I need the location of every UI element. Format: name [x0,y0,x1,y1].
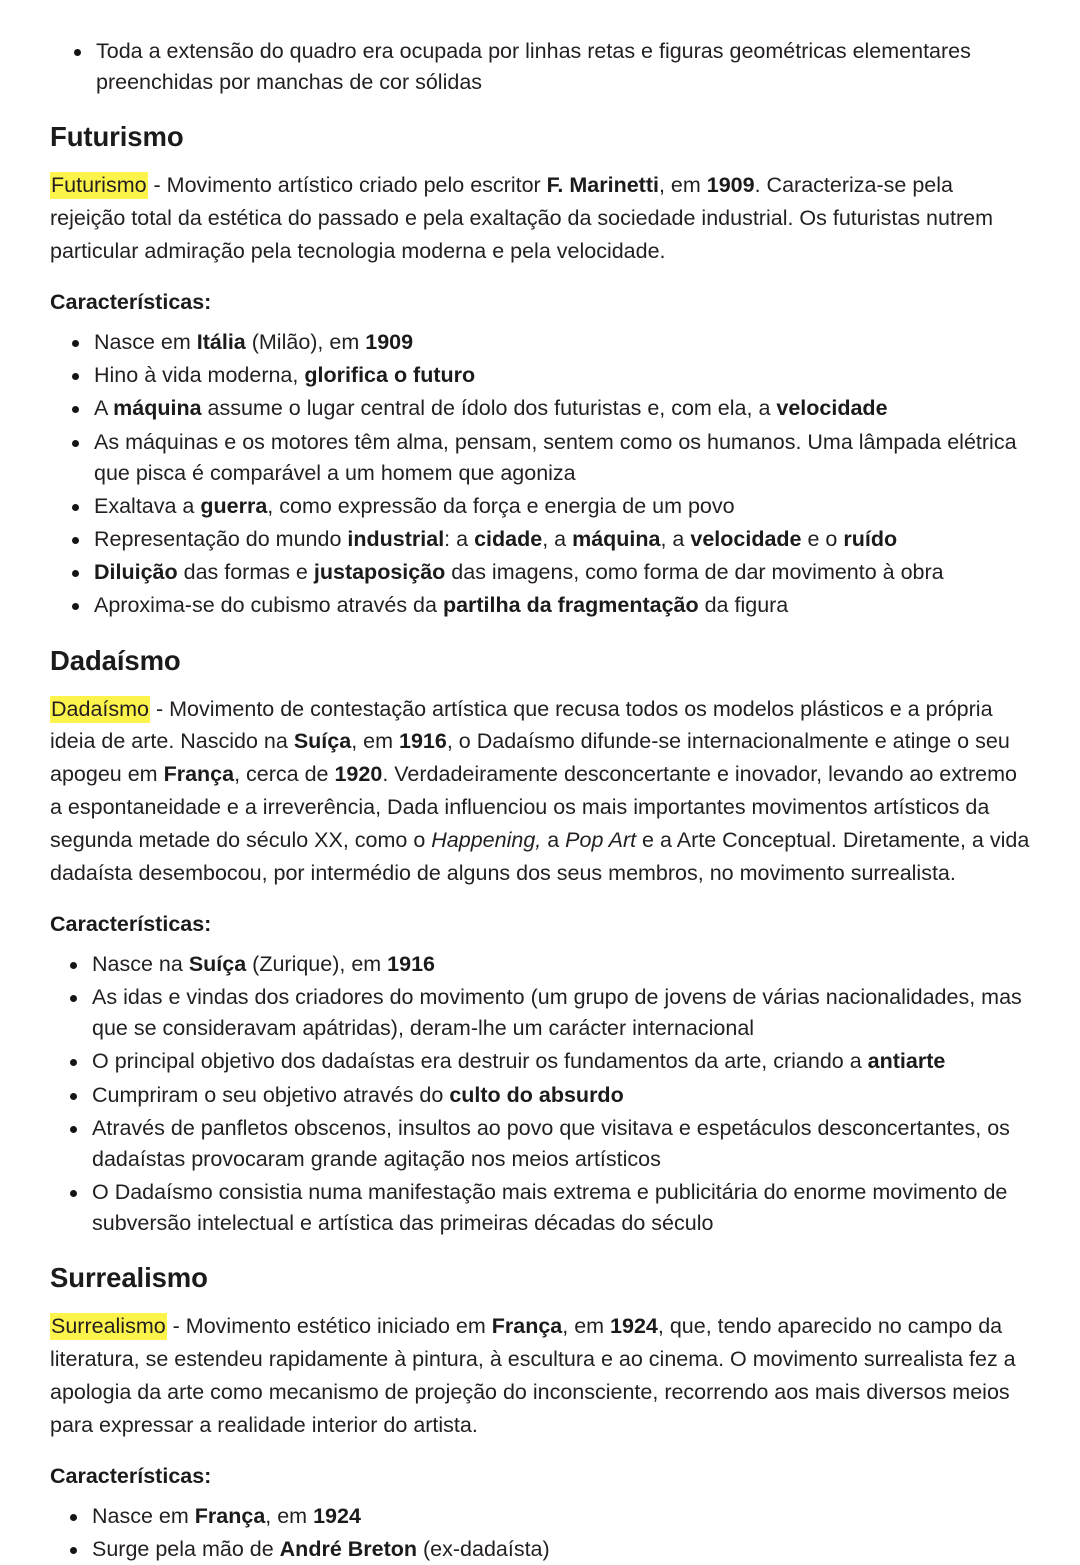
characteristics-label-dadaismo: Características: [50,911,212,936]
list-item: As máquinas e os motores têm alma, pensam, sentem como os humanos. Uma lâmpada elétrica que pisca é comparável a um homem que agoniza [50,427,1030,489]
list-item: As idas e vindas dos criadores do movimento (um grupo de jovens de várias nacionalidades, mas que se consideravam apátridas), deram-lhe um carácter internacional [50,982,1030,1044]
section-title-futurismo: Futurismo [50,121,184,153]
definition-futurismo: Futurismo - Movimento artístico criado pelo escritor F. Marinetti, em 1909. Caracteriza-se pela rejeição total da estética do passado e pela exaltação da sociedade industrial. Os futuristas nutrem particular admiração pela tecnologia moderna e pela velocidade. [50,173,993,264]
list-item: Cumpriram o seu objetivo através do culto do absurdo [50,1080,1030,1111]
list-item: Representação do mundo industrial: a cidade, a máquina, a velocidade e o ruído [50,524,1030,555]
list-item: O Dadaísmo consistia numa manifestação mais extrema e publicitária do enorme movimento de subversão intelectual e artística das primeiras décadas do século [50,1177,1030,1239]
characteristics-label-futurismo: Características: [50,290,212,315]
list-item: Diluição das formas e justaposição das imagens, como forma de dar movimento à obra [50,557,1030,588]
bullet-list-futurismo [50,327,1030,622]
intro-bullet-list [50,36,1030,98]
list-item: A máquina assume o lugar central de ídolo dos futuristas e, com ela, a velocidade [50,393,1030,424]
characteristics-label-surrealismo: Características: [50,1464,212,1489]
bullet-list-dadaismo [50,949,1030,1240]
list-item: Nasce em Itália (Milão), em 1909 [50,327,1030,358]
highlighted-term-surrealismo: Surrealismo [51,1314,166,1339]
intro-bullet-text: Toda a extensão do quadro era ocupada por linhas retas e figuras geométricas elementares preenchidas por manchas de cor sólidas [96,39,971,95]
list-item: Surge pela mão de André Breton (ex-dadaísta) [50,1534,1030,1565]
list-item: O principal objetivo dos dadaístas era destruir os fundamentos da arte, criando a antiarte [50,1046,1030,1077]
list-item: Hino à vida moderna, glorifica o futuro [50,360,1030,391]
definition-dadaismo: Dadaísmo - Movimento de contestação artística que recusa todos os modelos plásticos e a própria ideia de arte. Nascido na Suíça, em 1916, o Dadaísmo difunde-se internacionalmente e atinge o seu apogeu em França, cerca de 1920. Verdadeiramente desconcertante e inovador, levando ao extremo a espontaneidade e a irreverência, Dada influenciou os mais importantes movimentos artísticos da segunda metade do século XX, como o Happening, a Pop Art e a Arte Conceptual. Diretamente, a vida dadaísta desembocou, por intermédio de alguns dos seus membros, no movimento surrealista. [50,696,1030,886]
list-item: Nasce na Suíça (Zurique), em 1916 [50,949,1030,980]
list-item: Através de panfletos obscenos, insultos ao povo que visitava e espetáculos desconcertantes, os dadaístas provocaram grande agitação nos meios artísticos [50,1113,1030,1175]
highlighted-term-futurismo: Futurismo [51,173,147,198]
list-item: Exaltava a guerra, como expressão da força e energia de um povo [50,491,1030,522]
list-item: Nasce em França, em 1924 [50,1501,1030,1532]
highlighted-term-dadaismo: Dadaísmo [51,696,149,721]
list-item [50,36,1030,98]
section-title-dadaismo: Dadaísmo [50,644,181,676]
definition-surrealismo: Surrealismo - Movimento estético iniciado em França, em 1924, que, tendo aparecido no campo da literatura, se estendeu rapidamente à pintura, à escultura e ao cinema. O movimento surrealista fez a apologia da arte como mecanismo de projeção do inconsciente, recorrendo aos mais diversos meios para expressar a realidade interior do artista. [50,1314,1016,1438]
section-title-surrealismo: Surrealismo [50,1262,208,1294]
bullet-list-surrealismo [50,1501,1030,1565]
list-item: Aproxima-se do cubismo através da partilha da fragmentação da figura [50,590,1030,621]
